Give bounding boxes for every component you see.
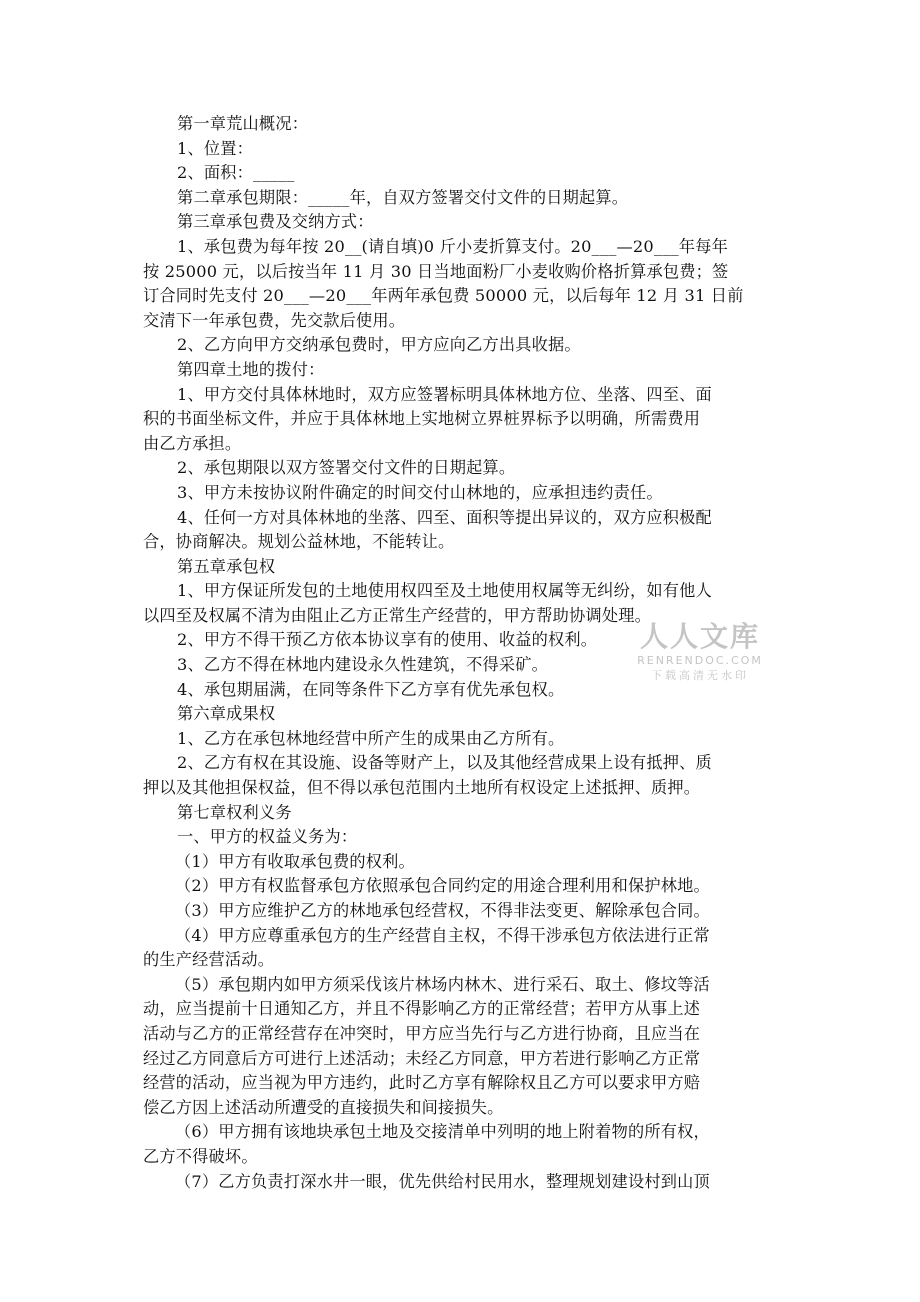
watermark — [620, 620, 780, 684]
text-line: 2、承包期限以双方签署交付文件的日期起算。 — [177, 458, 516, 478]
text-line: 2、乙方有权在其设施、设备等财产上，以及其他经营成果上设有抵押、质 — [177, 753, 712, 773]
text-line: 偿乙方因上述活动所遭受的直接损失和间接损失。 — [143, 1097, 504, 1117]
text-line: （2）甲方有权监督承包方依照承包合同约定的用途合理利用和保护林地。 — [175, 876, 710, 896]
text-line: 1、甲方保证所发包的土地使用权四至及土地使用权属等无纠纷，如有他人 — [177, 581, 712, 601]
text-line: 1、甲方交付具体林地时，双方应签署标明具体林地方位、坐落、四至、面 — [177, 384, 712, 404]
text-line: 第七章权利义务 — [177, 802, 292, 822]
text-line: 2、乙方向甲方交纳承包费时，甲方应向乙方出具收据。 — [177, 335, 581, 355]
watermark-brand: 人人文库 — [639, 620, 760, 653]
text-line: 第五章承包权 — [177, 556, 276, 576]
text-line: （4）甲方应尊重承包方的生产经营自主权，不得干涉承包方依法进行正常 — [175, 925, 710, 945]
text-line: 押以及其他担保权益，但不得以承包范围内土地所有权设定上述抵押、质押。 — [143, 778, 701, 798]
text-line: 1、承包费为每年按 20__(请自填)0 斤小麦折算支付。20___—20___年每年 — [177, 236, 728, 256]
text-line: 4、任何一方对具体林地的坐落、四至、面积等提出异议的，双方应积极配 — [177, 507, 712, 527]
text-line: 第四章土地的拨付： — [177, 359, 325, 379]
text-line: 动，应当提前十日通知乙方，并且不得影响乙方的正常经营；若甲方从事上述 — [143, 999, 701, 1019]
watermark-site: RENRENDOC.COM — [637, 654, 763, 667]
text-line: 经过乙方同意后方可进行上述活动；未经乙方同意，甲方若进行影响乙方正常 — [143, 1048, 701, 1068]
text-line: 的生产经营活动。 — [143, 950, 275, 970]
text-line: （3）甲方应维护乙方的林地承包经营权，不得非法变更、解除承包合同。 — [175, 901, 710, 920]
text-line: 积的书面坐标文件，并应于具体林地上实地树立界桩界标予以明确，所需费用 — [143, 409, 701, 429]
text-line: 第二章承包期限：_____年，自双方签署交付文件的日期起算。 — [177, 187, 629, 207]
text-line: 乙方不得破坏。 — [143, 1146, 258, 1166]
text-line: （1）甲方有收取承包费的权利。 — [175, 851, 415, 871]
text-line: 2、面积：_____ — [177, 163, 295, 183]
text-line: 2、甲方不得干预乙方依本协议享有的使用、收益的权利。 — [177, 630, 598, 650]
text-line: 经营的活动，应当视为甲方违约，此时乙方享有解除权且乙方可以要求甲方赔 — [143, 1073, 701, 1093]
text-line: 按 25000 元，以后按当年 11 月 30 日当地面粉厂小麦收购价格折算承包费；签 — [143, 261, 729, 281]
text-line: 活动与乙方的正常经营存在冲突时，甲方应当先行与乙方进行协商，且应当在 — [143, 1023, 701, 1043]
text-line: 3、甲方未按协议附件确定的时间交付山林地的，应承担违约责任。 — [177, 482, 663, 502]
watermark-tagline: 下载高清无水印 — [651, 669, 749, 682]
text-line: 第一章荒山概况： — [177, 114, 309, 133]
text-line: （6）甲方拥有该地块承包土地及交接清单中列明的地上附着物的所有权， — [175, 1122, 710, 1142]
text-line: 1、位置： — [177, 138, 254, 158]
text-line: 合，协商解决。规划公益林地，不能转让。 — [143, 532, 455, 552]
text-line: 订合同时先支付 20___—20___年两年承包费 50000 元，以后每年 12 月 31 日前 — [143, 286, 744, 306]
text-line: 4、承包期届满，在同等条件下乙方享有优先承包权。 — [177, 679, 565, 699]
text-line: 第六章成果权 — [177, 704, 276, 724]
text-line: 交清下一年承包费，先交款后使用。 — [143, 310, 406, 330]
text-line: （7）乙方负责打深水井一眼，优先供给村民用水，整理规划建设村到山顶 — [175, 1171, 710, 1191]
text-line: 以四至及权属不清为由阻止乙方正常生产经营的，甲方帮助协调处理。 — [143, 605, 652, 625]
text-line: 由乙方承担。 — [143, 433, 242, 453]
text-line: （5）承包期内如甲方须采伐该片林场内林木、进行采石、取土、修坟等活 — [175, 974, 710, 994]
text-line: 一、甲方的权益义务为： — [177, 827, 358, 847]
text-line: 第三章承包费及交纳方式： — [177, 212, 374, 232]
text-line: 3、乙方不得在林地内建设永久性建筑，不得采矿。 — [177, 655, 549, 675]
text-line: 1、乙方在承包林地经营中所产生的成果由乙方所有。 — [177, 728, 565, 748]
